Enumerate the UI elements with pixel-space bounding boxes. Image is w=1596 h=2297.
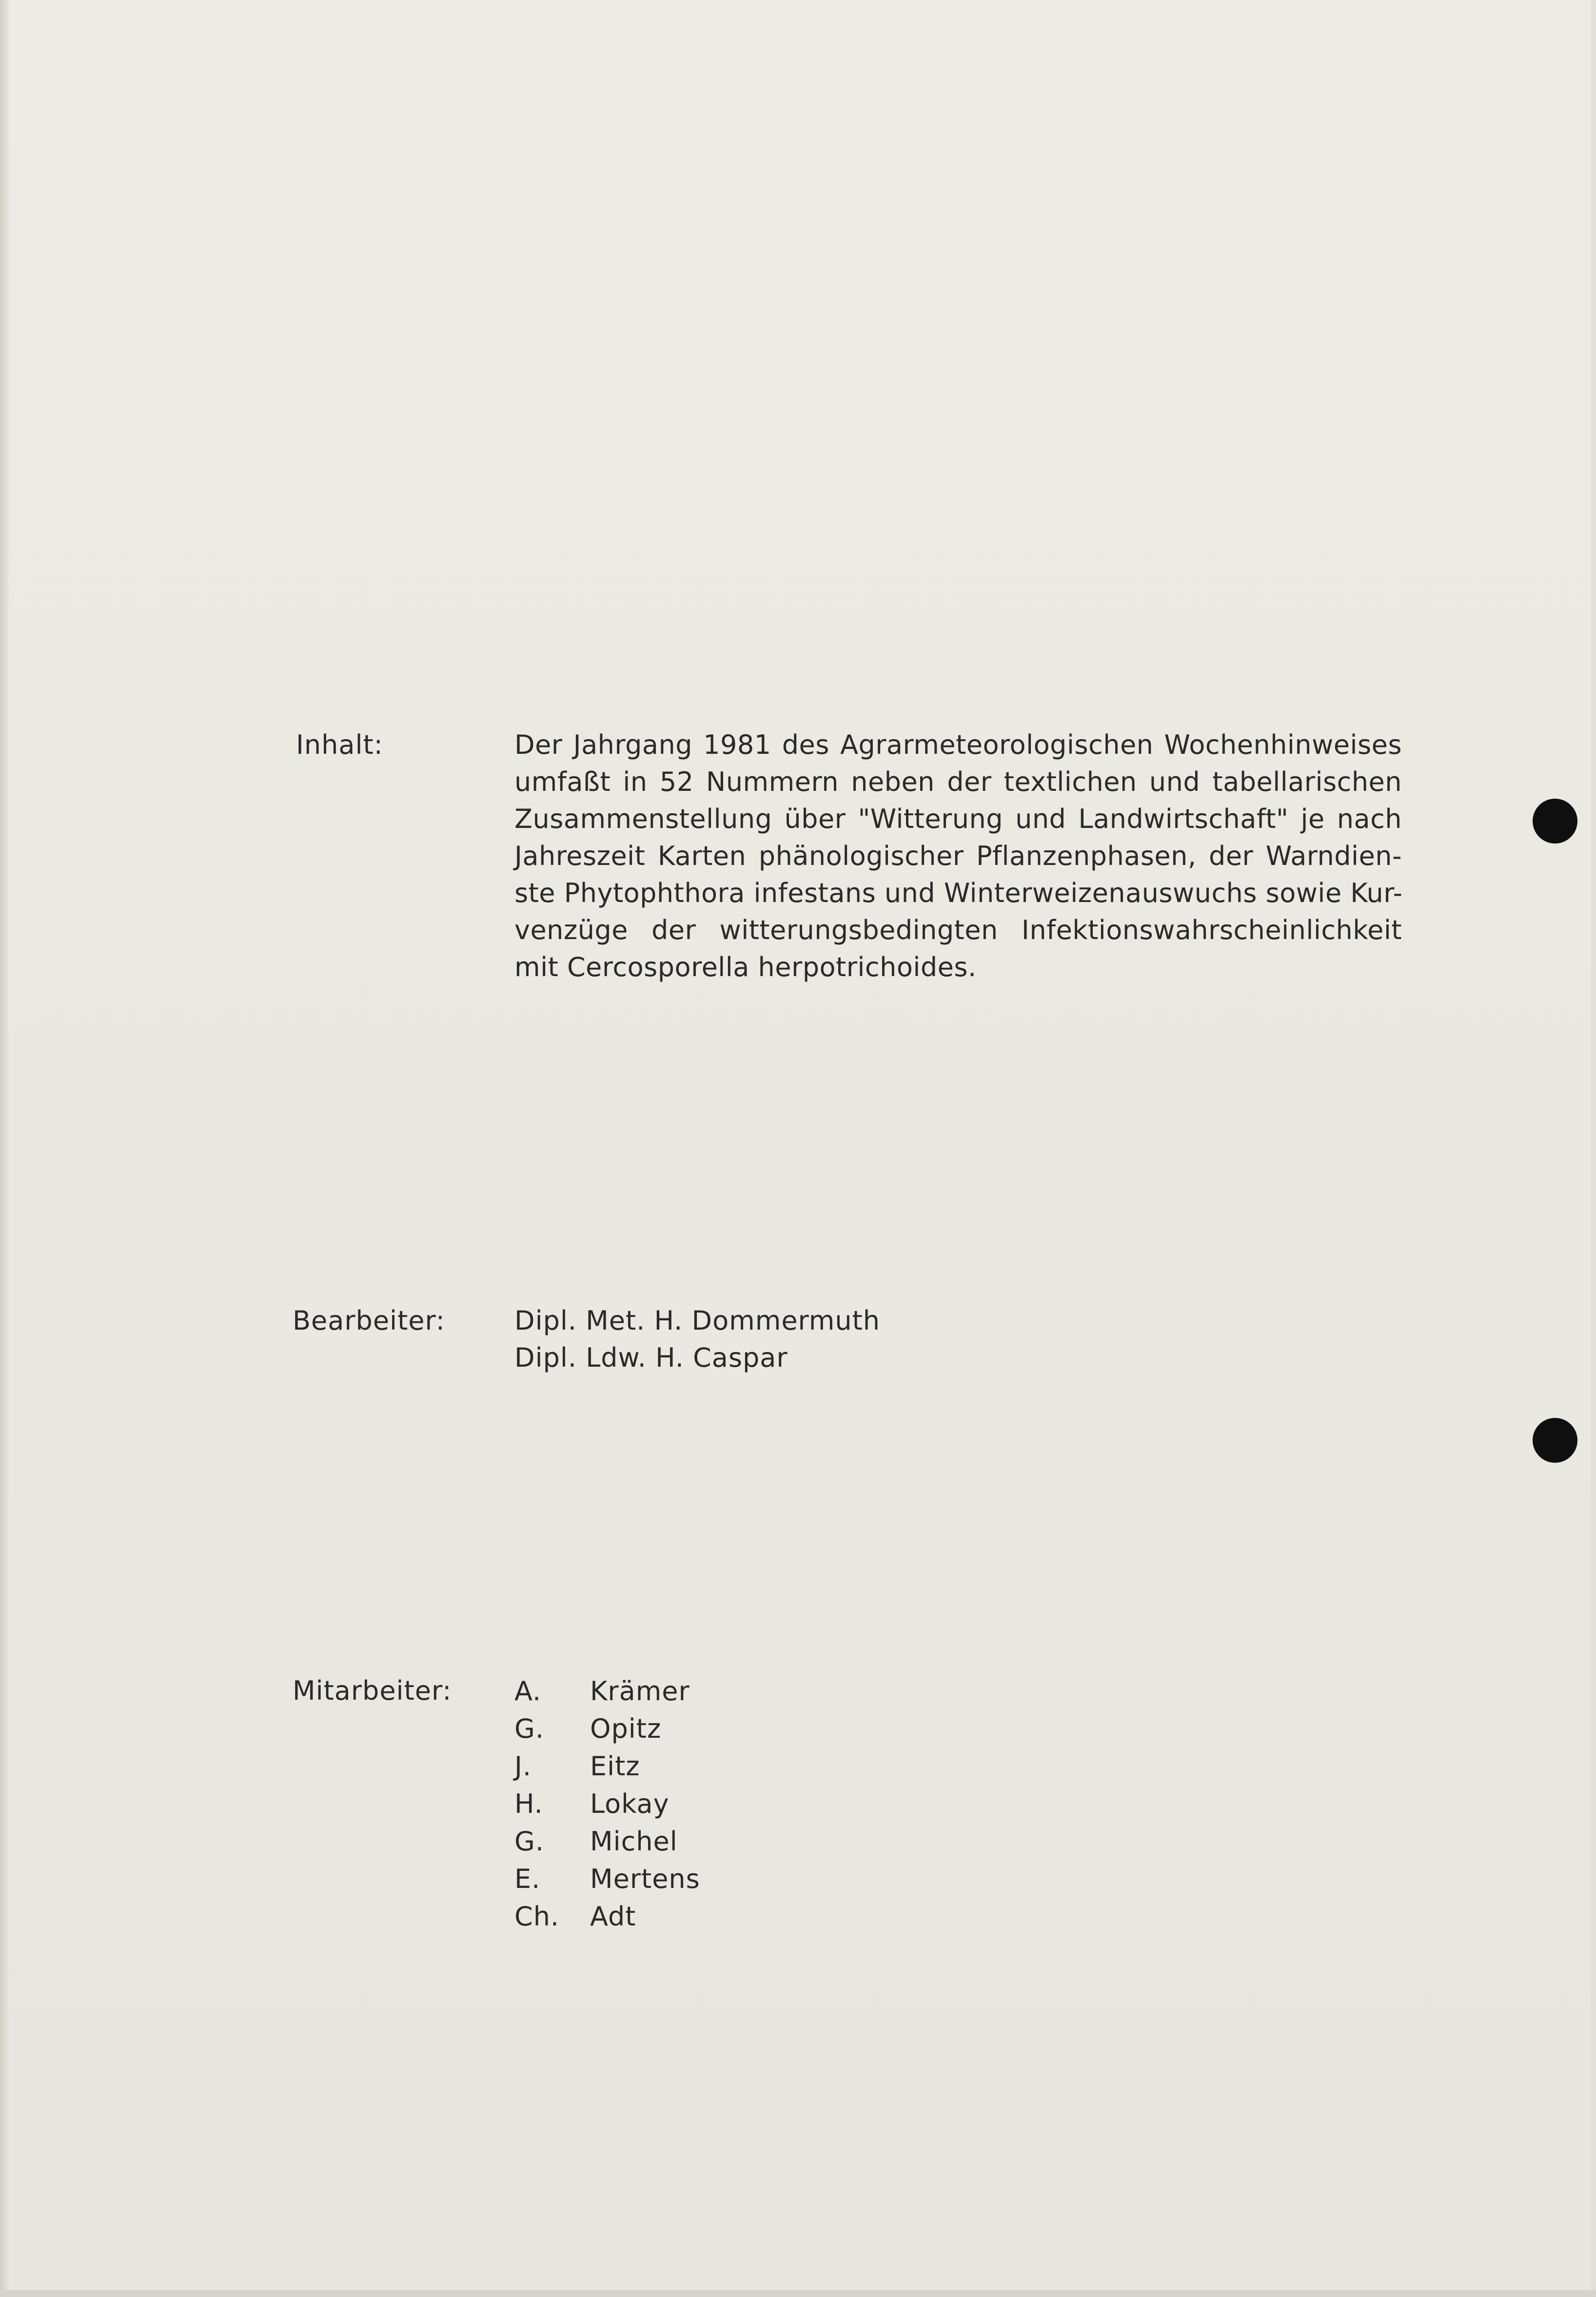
mitarbeiter-row [514,1860,700,1898]
bearbeiter-label: Bearbeiter: [293,1305,445,1336]
bearbeiter-name: Dipl. Met. H. Dommermuth [514,1305,881,1336]
punch-hole-lower [1533,1418,1577,1463]
page-right-edge [1591,0,1596,2297]
mitarbeiter-row [514,1823,700,1860]
bearbeiter-list [514,1302,880,1376]
inhalt-line: mit Cercosporella herpotrichoides. [514,952,977,982]
mitarbeiter-surname: Lokay [590,1788,670,1819]
mitarbeiter-initial: G. [514,1826,545,1857]
mitarbeiter-row [514,1785,700,1823]
mitarbeiter-initial: A. [514,1676,542,1707]
mitarbeiter-initial: H. [514,1788,543,1819]
inhalt-line: Zusammenstellung über "Witterung und Landwirtschaft" je nach [514,804,1402,834]
mitarbeiter-row [514,1898,700,1935]
mitarbeiter-surname: Opitz [590,1713,662,1744]
mitarbeiter-surname: Eitz [590,1751,640,1782]
inhalt-label: Inhalt: [296,729,383,760]
mitarbeiter-initial: Ch. [514,1901,560,1932]
inhalt-line: Der Jahrgang 1981 des Agrarmeteorologischen Wochenhinweises [514,729,1402,760]
inhalt-line: venzüge der witterungsbedingten Infektionswahrscheinlichkeit [514,915,1402,945]
mitarbeiter-initial: E. [514,1864,541,1894]
mitarbeiter-row [514,1710,700,1747]
mitarbeiter-label: Mitarbeiter: [293,1675,452,1706]
page-bottom-edge [0,2290,1596,2297]
mitarbeiter-surname: Krämer [590,1676,690,1707]
mitarbeiter-surname: Mertens [590,1864,700,1894]
inhalt-line: Jahreszeit Karten phänologischer Pflanzenphasen, der Warndien- [514,841,1402,871]
mitarbeiter-surname: Adt [590,1901,636,1932]
inhalt-line: ste Phytophthora infestans und Winterweizenauswuchs sowie Kur- [514,878,1403,908]
mitarbeiter-initial: G. [514,1713,545,1744]
mitarbeiter-row [514,1747,700,1785]
inhalt-line: umfaßt in 52 Nummern neben der textlichen und tabellarischen [514,766,1402,797]
punch-hole-upper [1533,799,1577,844]
bearbeiter-name: Dipl. Ldw. H. Caspar [514,1342,788,1373]
mitarbeiter-row [514,1672,700,1710]
mitarbeiter-surname: Michel [590,1826,678,1857]
inhalt-text [514,726,1402,986]
page-left-edge [0,0,9,2297]
mitarbeiter-initial: J. [514,1751,532,1782]
mitarbeiter-list [514,1672,700,1935]
